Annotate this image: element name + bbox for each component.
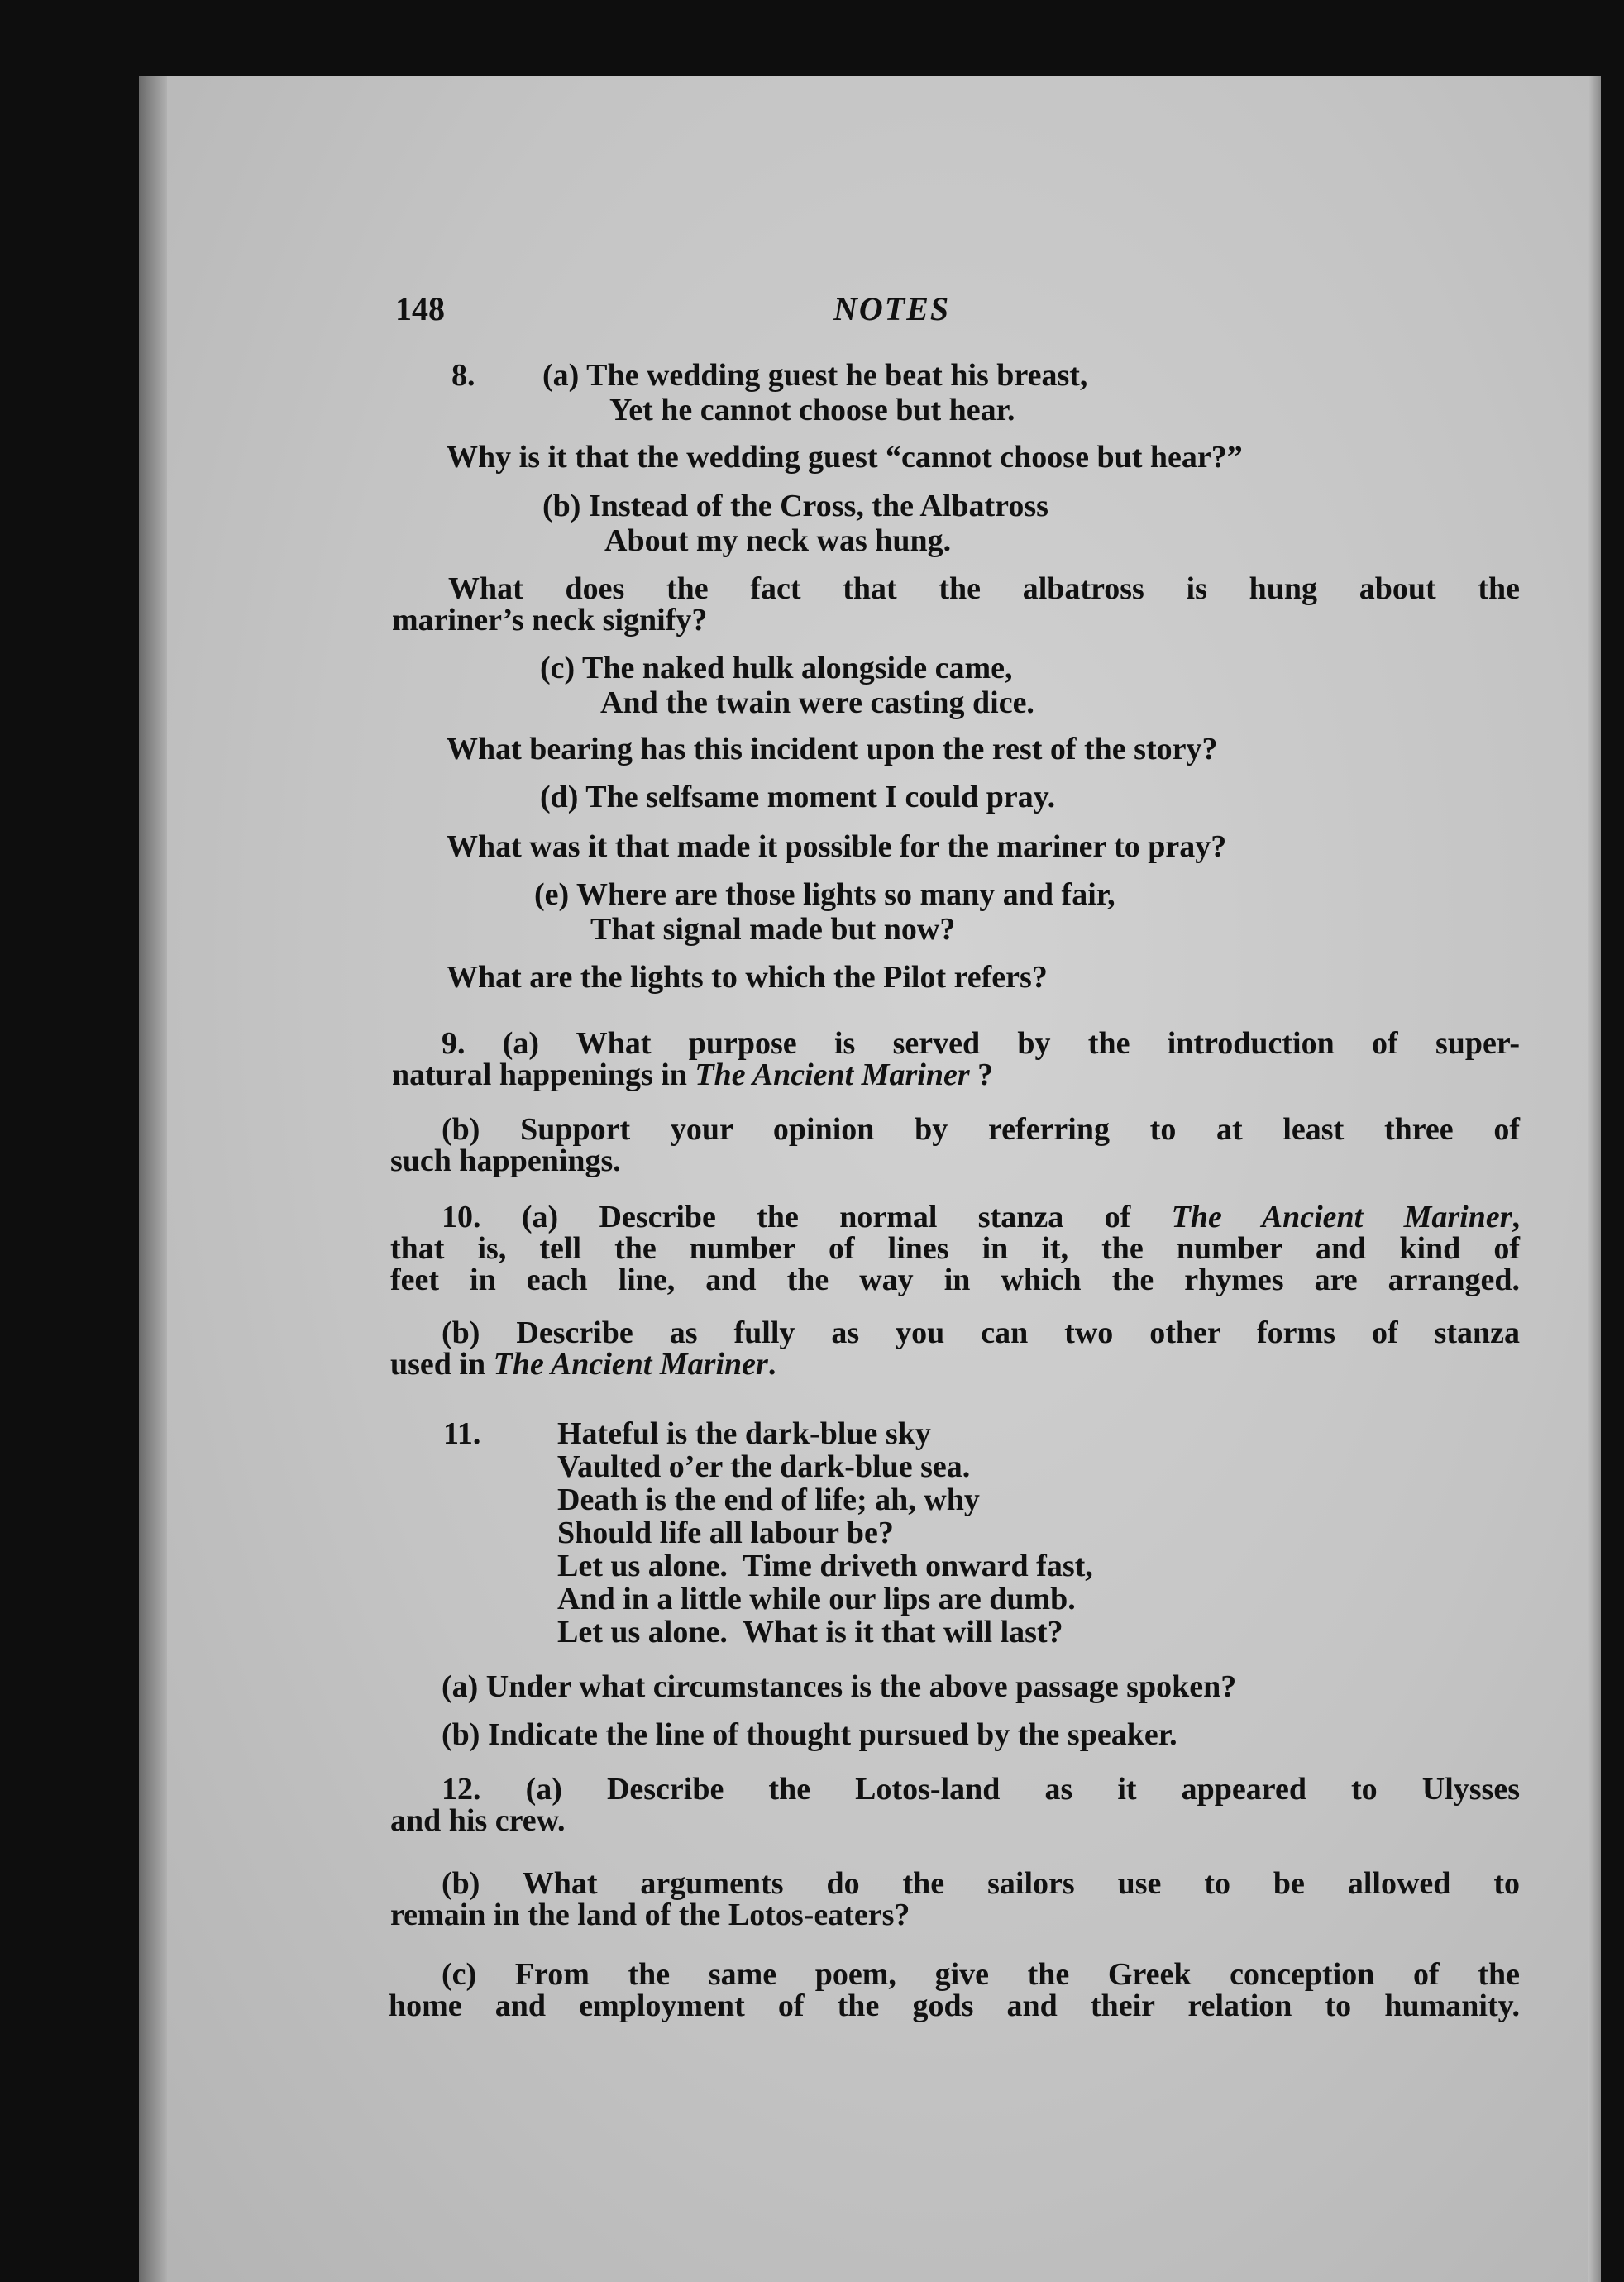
q10-b-work-title: The Ancient Mariner <box>493 1347 768 1382</box>
q8-b-line1: (b) Instead of the Cross, the Albatross <box>542 489 1048 523</box>
q8-c-line2: And the twain were casting dice. <box>600 685 1034 720</box>
q11-poem-line-4: Should life all labour be? <box>557 1516 894 1550</box>
q12-a-line1: 12. (a) Describe the Lotos-land as it appeared to Ulysses <box>442 1772 1520 1807</box>
q8-e-line1: (e) Where are those lights so many and fair, <box>534 877 1115 912</box>
q8-b-question-line1: What does the fact that the albatross is hung about the <box>448 571 1520 606</box>
q8-a-line2: Yet he cannot choose but hear. <box>609 393 1015 427</box>
q11-poem-line-1: Hateful is the dark-blue sky <box>557 1416 931 1451</box>
q12-b-line2: remain in the land of the Lotos-eaters? <box>390 1898 910 1932</box>
q11-poem-line-3: Death is the end of life; ah, why <box>557 1482 980 1517</box>
q8-number: 8. <box>451 358 475 393</box>
q11-poem-line-2: Vaulted o’er the dark-blue sea. <box>557 1449 971 1484</box>
q10-a-line1-text: 10. (a) Describe the normal stanza of <box>442 1200 1172 1234</box>
q12-a-line2: and his crew. <box>390 1803 566 1838</box>
q11-number: 11. <box>443 1416 481 1451</box>
q11-poem-line-6: And in a little while our lips are dumb. <box>557 1582 1076 1616</box>
q10-a-work-title: The Ancient Mariner <box>1171 1200 1512 1234</box>
q11-poem-line-5: Let us alone. Time driveth onward fast, <box>557 1549 1093 1583</box>
q8-e-line2: That signal made but now? <box>590 912 956 947</box>
q10-b-line2 <box>390 1348 776 1381</box>
q10-b-line2-end: . <box>767 1347 776 1382</box>
q10-a-line2: that is, tell the number of lines in it, the number and kind of <box>390 1231 1520 1266</box>
q8-b-question-line2: mariner’s neck signify? <box>392 603 708 637</box>
q12-c-line1: (c) From the same poem, give the Greek conception of the <box>442 1957 1520 1992</box>
scanned-page <box>139 76 1601 2282</box>
q11-a-question: (a) Under what circumstances is the above passage spoken? <box>442 1669 1237 1704</box>
q10-a-line1-end: , <box>1512 1200 1520 1234</box>
q8-b-line2: About my neck was hung. <box>604 523 952 558</box>
q9-a-line2 <box>392 1058 993 1091</box>
q10-b-line1: (b) Describe as fully as you can two other forms of stanza <box>442 1315 1520 1350</box>
q8-a-line1: (a) The wedding guest he beat his breast, <box>542 358 1088 393</box>
q11-b-question: (b) Indicate the line of thought pursued by the speaker. <box>442 1717 1177 1752</box>
q9-b-line2: such happenings. <box>390 1143 621 1178</box>
q8-e-question: What are the lights to which the Pilot refers? <box>447 960 1048 995</box>
q10-a-line3: feet in each line, and the way in which the rhymes are arranged. <box>390 1263 1520 1297</box>
q9-a-work-title: The Ancient Mariner <box>695 1057 970 1092</box>
q9-a-line2-text: natural happenings in <box>392 1057 695 1092</box>
q8-d-line1: (d) The selfsame moment I could pray. <box>540 780 1056 814</box>
q8-a-question: Why is it that the wedding guest “cannot choose but hear?” <box>447 440 1243 475</box>
q10-b-line2-text: used in <box>390 1347 494 1382</box>
q10-a-line1 <box>442 1201 1520 1234</box>
q8-d-question: What was it that made it possible for the mariner to pray? <box>447 829 1227 864</box>
q9-b-line1: (b) Support your opinion by referring to at least three of <box>442 1112 1520 1147</box>
q11-poem-line-7: Let us alone. What is it that will last? <box>557 1615 1063 1649</box>
running-title: NOTES <box>833 290 951 327</box>
q8-c-question: What bearing has this incident upon the rest of the story? <box>447 732 1218 766</box>
q12-b-line1: (b) What arguments do the sailors use to be allowed to <box>442 1866 1520 1901</box>
page-number: 148 <box>395 290 445 327</box>
q9-a-line2-end: ? <box>969 1057 994 1092</box>
q12-c-line2: home and employment of the gods and their relation to humanity. <box>389 1988 1520 2023</box>
q9-a-line1: 9. (a) What purpose is served by the introduction of super- <box>442 1026 1520 1061</box>
q8-c-line1: (c) The naked hulk alongside came, <box>540 651 1013 685</box>
